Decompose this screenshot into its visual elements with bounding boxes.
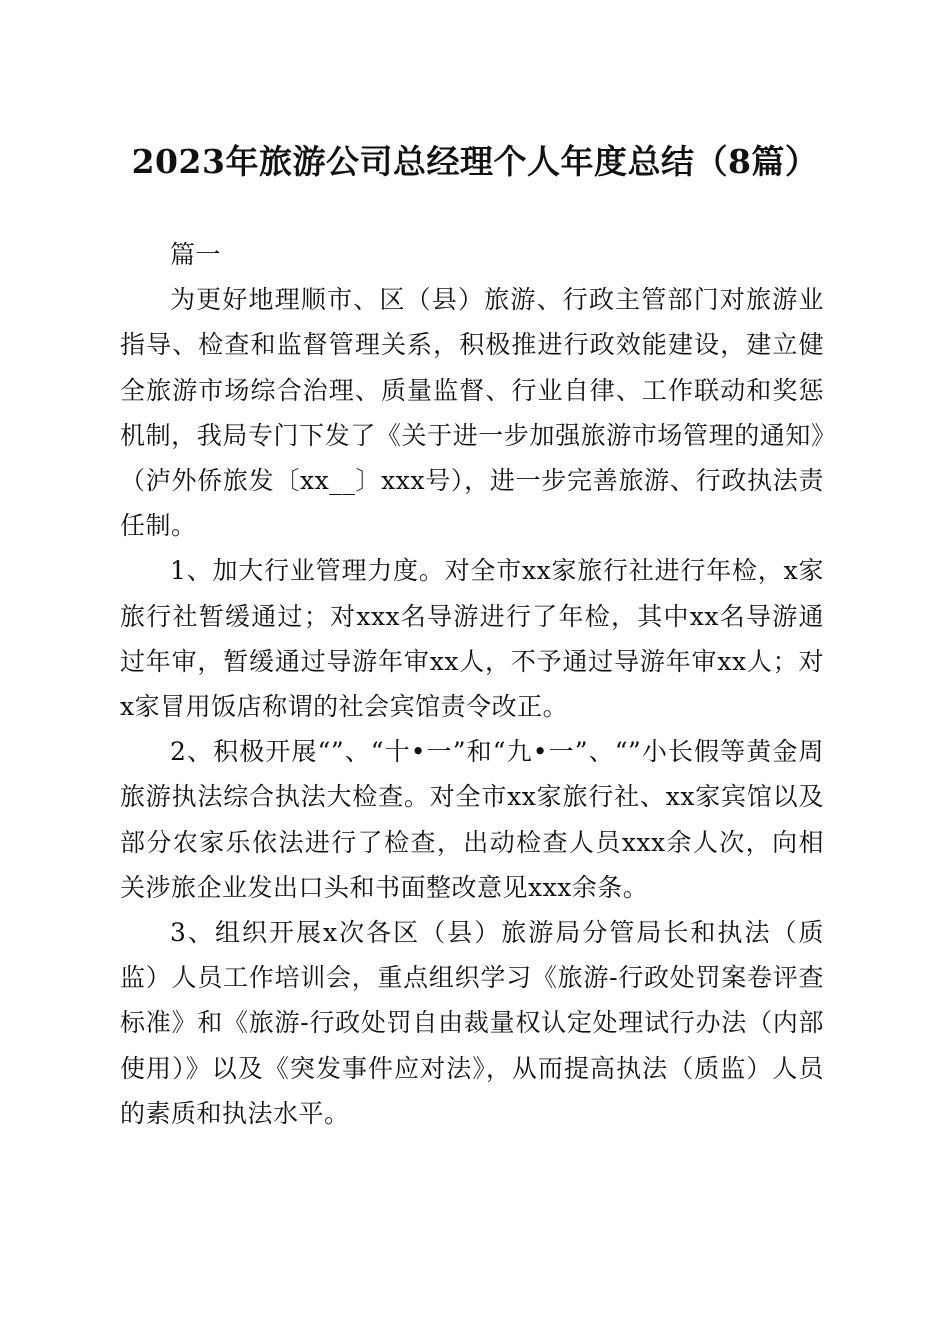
section-heading: 篇一: [170, 240, 222, 269]
paragraph-item-2: 2、积极开展“”、“十•一”和“九•一”、“”小长假等黄金周旅游执法综合执法大检查。对全市xx家旅行社、xx家宾馆以及部分农家乐依法进行了检查，出动检查人员xxx余人次，向相关涉旅企业发出口头和书面整改意见xxx余条。: [120, 737, 824, 902]
paragraph-item-1: 1、加大行业管理力度。对全市xx家旅行社进行年检，x家旅行社暂缓通过；对xxx名导游进行了年检，其中xx名导游通过年审，暂缓通过导游年审xx人，不予通过导游年审xx人；对x家冒用饭店称谓的社会宾馆责令改正。: [120, 556, 824, 722]
document-body: [120, 232, 824, 1136]
document-title: 2023年旅游公司总经理个人年度总结（8篇）: [131, 142, 819, 181]
paragraph-intro: 为更好地理顺市、区（县）旅游、行政主管部门对旅游业指导、检查和监督管理关系，积极推进行政效能建设，建立健全旅游市场综合治理、质量监督、行业自律、工作联动和奖惩机制，我局专门下发了《关于进一步加强旅游市场管理的通知》（泸外侨旅发〔xx__〕xxx号），进一步完善旅游、行政执法责任制。: [120, 285, 824, 541]
paragraph-item-3: 3、组织开展x次各区（县）旅游局分管局长和执法（质监）人员工作培训会，重点组织学习《旅游-行政处罚案卷评查标准》和《旅游-行政处罚自由裁量权认定处理试行办法（内部使用）》以及《突发事件应对法》，从而提高执法（质监）人员的素质和执法水平。: [120, 918, 824, 1128]
